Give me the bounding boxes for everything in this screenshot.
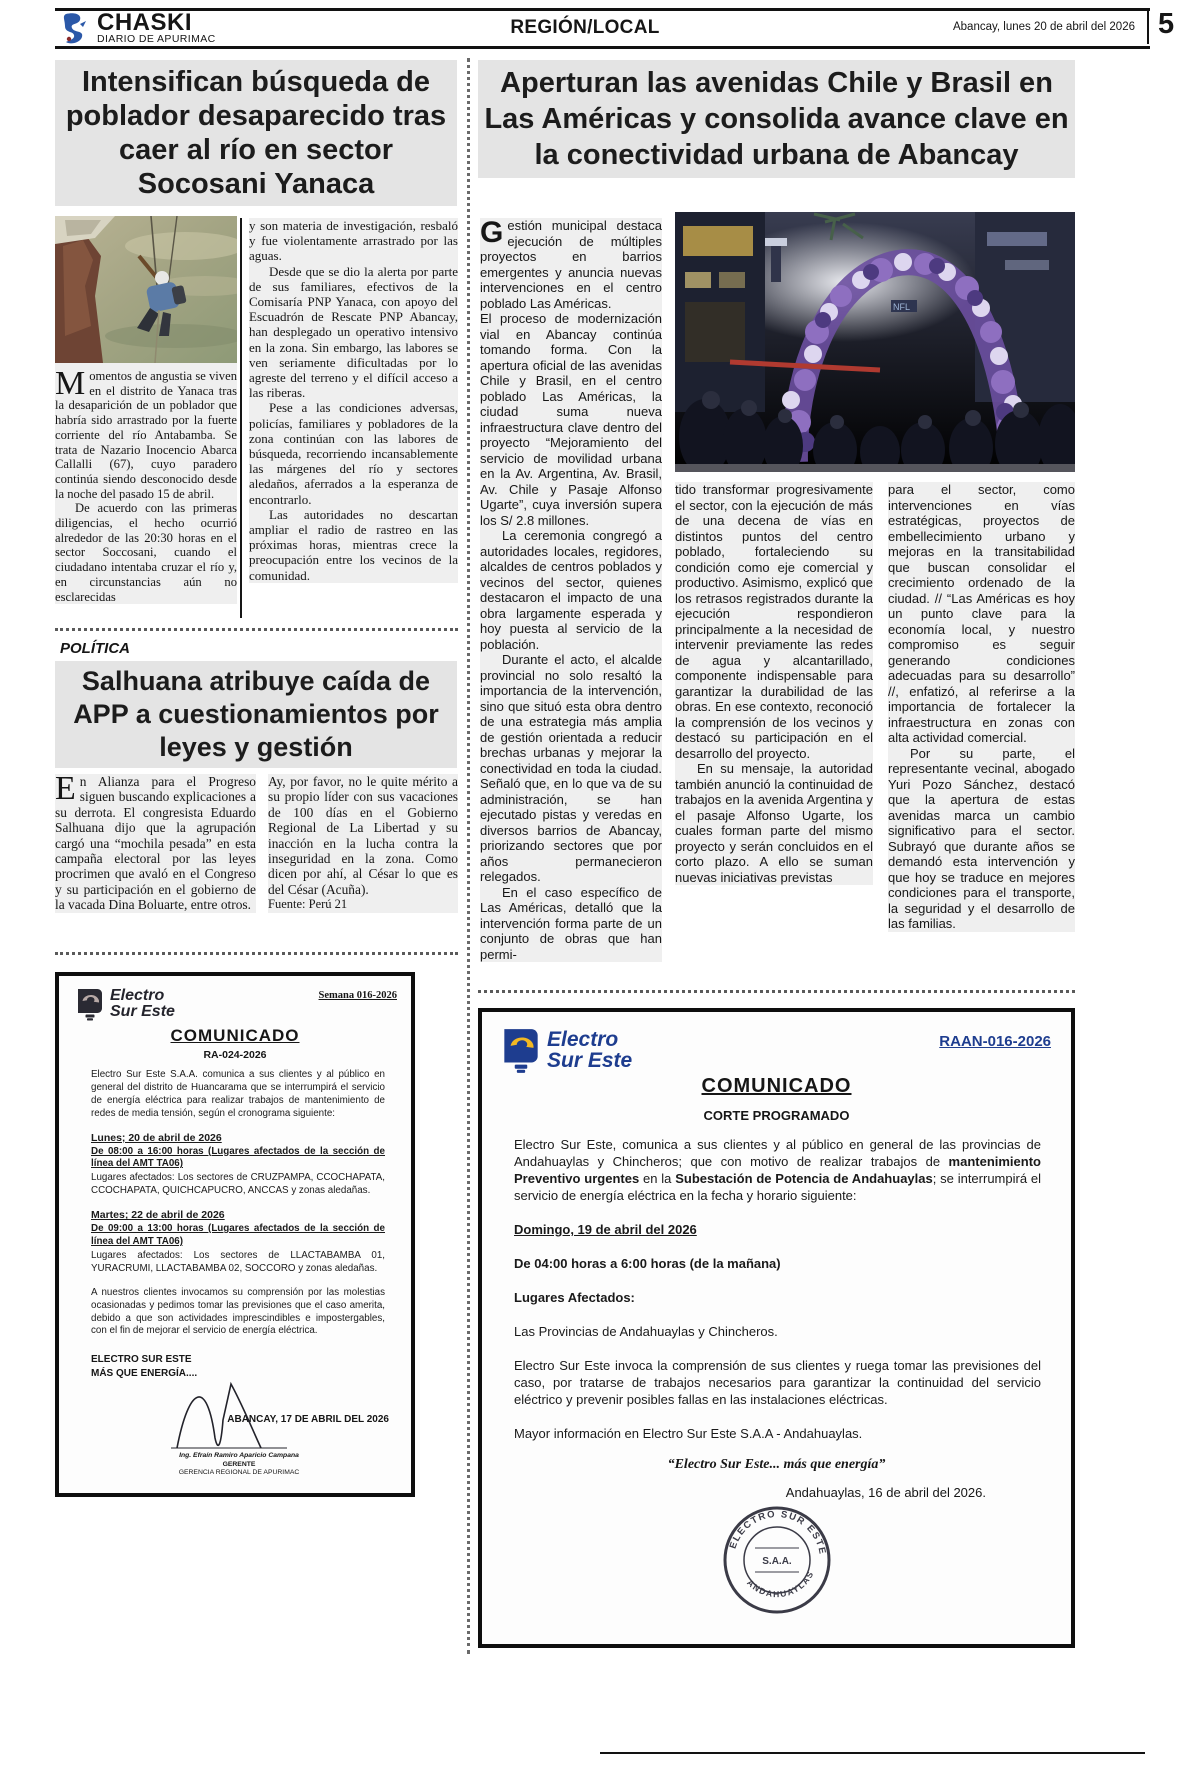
comunicado-week-ref: Semana 016-2026 — [318, 990, 397, 1001]
electro-sur-este-logo-icon: Electro Sur Este — [75, 986, 175, 1022]
paragraph: Momentos de angustia se viven en el distrito de Yanaca tras la desaparición de un poblador que habría sido arrastrado por la fuerte corriente del río Antabamba. Se trata de Nazario Inocencio Abarca Callalli (67), cuyo paradero continúa siendo desconocido desde la noche del pasado 15 de abril. — [55, 365, 237, 501]
comunicado-right-ref: RAAN-016-2026 — [939, 1033, 1051, 1050]
comunicado-right-subtitle: CORTE PROGRAMADO — [703, 1108, 850, 1123]
brand-tagline: DIARIO DE APURIMAC — [97, 33, 216, 45]
page-number: 5 — [1158, 8, 1175, 40]
comunicado-intro: Electro Sur Este, comunica a sus clientes y al público en general de las provincias de Andahuaylas y Chincheros; que con motivo de realizar trabajos de mantenimiento Preventivo urgentes en la Subestación de Potencia de Andahuaylas; se interrumpirá el servicio de energía eléctrica en la fecha y horario siguiente: — [514, 1137, 1041, 1203]
svg-text:S.A.A.: S.A.A. — [761, 1556, 792, 1567]
paragraph: tido transformar progresivamente el sector, con la ejecución de más de una decena de vías en distintos puntos del centro poblado, fortaleciendo su condición como eje comercial y productivo. Asimismo, explicó que los retrasos registrados durante la ejecución respondieron principalmente a la necesidad de intervenir previamente las redes de agua y alcantarillado, componente indispensable para garantizar la durabilidad de las obras. En ese contexto, reconoció la comprensión de los vecinos y destacó su participación en el desarrollo del proyecto. — [675, 482, 873, 761]
paragraph: Desde que se dio la alerta por parte de sus familiares, efectivos de la Comisaría PNP Yanaca, con apoyo del Escuadrón de Rescate PNP Abancay, han desplegado un operativo intensivo en la zona. Sin embargo, las labores se ven seriamente dificultadas por lo agreste del terreno y el difícil acceso a las riberas. — [249, 263, 458, 401]
comunicado-left-body — [91, 1069, 385, 1338]
center-column-divider — [467, 58, 470, 1654]
dropcap: M — [55, 365, 86, 402]
schedule-entry — [91, 1132, 385, 1199]
rescue-photo — [55, 216, 237, 363]
comunicado-right-title: COMUNICADO — [701, 1075, 852, 1097]
paragraph: Ay, por favor, no le quite mérito a su propio líder con sus vacaciones de 100 días en el Gobierno Regional de La Libertad y su inacción en la lucha contra la inseguridad en la zona. Como dicen por ahí, al César lo que es del César (Acuña). — [268, 774, 458, 897]
comunicado-intro: Electro Sur Este S.A.A. comunica a sus clientes y al público en general del distrito de Huancarama que se interrumpirá el servicio de energía eléctrica para realizar trabajos de mantenimiento de redes de media tensión, según el cronograma siguiente: — [91, 1069, 385, 1119]
paragraph: La ceremonia congregó a autoridades locales, regidores, alcaldes de centros poblados y vecinos del sector, quienes destacaron el impacto de una obra largamente esperada y hoy puesta al servicio de la población. — [480, 528, 662, 652]
street-opening-photo — [675, 212, 1075, 477]
paragraph: En su mensaje, la autoridad también anunció la continuidad de trabajos en la avenida Argentina y el pasaje Alfonso Ugarte, los cuales forman parte del mismo proyecto y serán concluidos en el corto plazo. A ello se suman nuevas iniciativas previstas — [675, 761, 873, 885]
politica-kicker: POLÍTICA — [60, 640, 130, 657]
header-divider — [1147, 10, 1149, 44]
paragraph: y son materia de investigación, resbaló y fue violentamente arrastrado por las aguas. — [249, 218, 458, 264]
cut-time: De 04:00 horas a 6:00 horas (de la mañana) — [514, 1256, 781, 1271]
article2-col3 — [888, 482, 1075, 932]
comunicado-closing: Electro Sur Este invoca la comprensión de sus clientes y ruega tomar las previsiones del caso, por tratarse de trabajos necesarios para garantizar la continuidad del servicio eléctrico y prevenir posibles fallas en las instalaciones eléctricas. — [514, 1358, 1041, 1407]
politica-col2 — [268, 774, 458, 913]
paragraph: En Alianza para el Progreso siguen buscando explicaciones a su derrota. El congresista Eduardo Salhuana dijo que la agrupación cargó una “mochila pesada” en esta campaña electoral por las leyes procrimen que avaló en el Congreso y su participación en el gobierno de la vacada Dina Boluarte, entre otros. — [55, 770, 256, 913]
header-date: Abancay, lunes 20 de abril del 2026 — [952, 21, 1135, 33]
divider-article2-comunicado — [478, 990, 1075, 993]
paragraph: Por su parte, el representante vecinal, abogado Yuri Pozo Sánchez, destacó que la apertura de estas avenidas marca un cambio significativo para el sector. Subrayó que durante años se demandó esta intervención y que hoy se traduce en mejores condiciones para el transporte, la seguridad y el desarrollo de las familias. — [888, 745, 1075, 931]
more-info: Mayor información en Electro Sur Este S.A.A - Andahuaylas. — [514, 1426, 863, 1441]
divider-article1-politica — [55, 628, 458, 631]
schedule-time: De 08:00 a 16:00 horas (Lugares afectados de la sección de línea del AMT TA06) — [91, 1145, 385, 1170]
comunicado-left-title: COMUNICADO — [170, 1026, 300, 1045]
svg-text:ELECTRO SUR ESTE: ELECTRO SUR ESTE — [727, 1508, 828, 1557]
paragraph: Durante el acto, el alcalde provincial no solo resaltó la importancia de la intervención, sino que situó esta obra dentro de una estrategia más amplia de gestión orientada a reducir brechas urbanas y mejorar la conectividad en toda la ciudad. Señaló que, en lo que va de su administración, se han ejecutado pistas y veredas en diversos barrios de Abancay, priorizando sectores que por años permanecieron relegados. — [480, 652, 662, 884]
schedule-entry — [91, 1209, 385, 1276]
signature-icon — [169, 1376, 299, 1456]
comunicado-signoff: ELECTRO SUR ESTE MÁS QUE ENERGÍA.... — [91, 1354, 198, 1379]
brand-name: CHASKI — [97, 9, 193, 36]
svg-text:ANDAHUAYLAS: ANDAHUAYLAS — [744, 1568, 816, 1600]
svg-text:NFL: NFL — [893, 302, 911, 312]
comunicado-right-header — [482, 1012, 1071, 1075]
paragraph: Pese a las condiciones adversas, policías, familiares y pobladores de la zona continúan con las labores de búsqueda, recorriendo incansablemente las márgenes del río y sectores aledaños, aferrados a la esperanza de encontrarlo. — [249, 400, 458, 507]
comunicado-right-box — [478, 1008, 1075, 1648]
article2-col2 — [675, 482, 873, 885]
source-credit: Fuente: Perú 21 — [268, 897, 348, 912]
article2-col1 — [480, 218, 662, 962]
divider-politica-comunicado — [55, 952, 458, 955]
footer-rule — [600, 1752, 1145, 1754]
paragraph: para el sector, como intervenciones en vías estratégicas, proyectos de embellecimiento urbano y mejoras en la transitabilidad que buscan consolidar el crecimiento ordenado de la ciudad. // “Las Américas es hoy un punto clave para la economía local, y nuestro compromiso es seguir generando condiciones adecuadas para su desarrollo” //, enfatizó, al referirse a la importancia de fortalecer la infraestructura en zonas con alta actividad comercial. — [888, 482, 1075, 745]
comunicado-right-date: Andahuaylas, 16 de abril del 2026. — [785, 1485, 986, 1500]
comunicado-left-header — [59, 976, 411, 1022]
comunicado-left-ref: RA-024-2026 — [203, 1049, 267, 1061]
signature-block — [59, 1382, 411, 1478]
schedule-time: De 09:00 a 13:00 horas (Lugares afectados de la sección de línea del AMT TA06) — [91, 1223, 385, 1247]
schedule-places: Lugares afectados: Los sectores de CRUZPAMPA, CCOCHAPATA, CCOCHAPATA, QUICHCAPUCRO, ANCCAS y zonas aledañas. — [91, 1172, 385, 1197]
politica-col1 — [55, 770, 256, 913]
header-top-rule — [55, 8, 1150, 11]
paragraph: De acuerdo con las primeras diligencias, el hecho ocurrió alrededor de las 20:30 horas en el sector Soccosani, cuando el ciudadano intentaba cruzar el río y, en circunstancias aún no esclarecidas — [55, 501, 237, 604]
cut-date: Domingo, 19 de abril del 2026 — [514, 1222, 697, 1237]
schedule-places: Lugares afectados: Los sectores de LLACTABAMBA 01, YURACRUMI, LLACTABAMBA 02, SOCCORO y zonas aledañas. — [91, 1249, 385, 1274]
paragraph: En el caso específico de Las Américas, detalló que la intervención forma parte de un conjunto de obras que han permi- — [480, 884, 662, 962]
places-value: Las Provincias de Andahuaylas y Chincheros. — [514, 1324, 778, 1339]
section-title: REGIÓN/LOCAL — [510, 17, 660, 38]
chaski-logo-icon — [60, 12, 92, 46]
article2-headline: Aperturan las avenidas Chile y Brasil en Las Américas y consolida avance clave en la conectividad urbana de Abancay — [478, 60, 1075, 178]
schedule-day: Martes; 22 de abril de 2026 — [91, 1209, 225, 1222]
article1-headline: Intensifican búsqueda de poblador desaparecido tras caer al río en sector Socosani Yanaca — [55, 60, 457, 206]
stamp-icon — [482, 1504, 1071, 1621]
comunicado-closing: A nuestros clientes invocamos su comprensión por las molestias ocasionadas y pedimos tomar las previsiones que el caso amerita, debido a que son actividades imprescindibles e impostergables, con el fin de mejorar el servicio de energía eléctrica. — [91, 1286, 385, 1337]
paragraph: Gestión municipal destaca ejecución de múltiples proyectos en barrios emergentes y anuncia nuevas intervenciones en el centro poblado Las Américas. — [480, 216, 662, 311]
dropcap: E — [55, 770, 76, 807]
places-label: Lugares Afectados: — [514, 1290, 635, 1305]
article1-col2 — [249, 218, 458, 583]
header-bottom-rule — [55, 46, 1150, 49]
comunicado-left-box — [55, 972, 415, 1497]
paragraph: Las autoridades no descartan ampliar el radio de rastreo en las próximas horas, mientras crece la preocupación entre los vecinos de la comunidad. — [249, 506, 458, 583]
politica-headline: Salhuana atribuye caída de APP a cuestionamientos por leyes y gestión — [55, 661, 457, 768]
article1-col1 — [55, 216, 237, 604]
company-slogan: “Electro Sur Este... más que energía” — [667, 1457, 886, 1472]
paragraph: El proceso de modernización vial en Abancay continúa tomando forma. Con la apertura oficial de las avenidas Chile y Brasil, en el centro poblado Las Américas, la ciudad suma nueva infraestructura clave dentro del proyecto “Mejoramiento del servicio de movilidad urbana en la Av. Argentina, Av. Brasil, Av. Chile y Pasaje Alfonso Ugarte”, cuya inversión supera los S/ 2.8 millones. — [480, 311, 662, 528]
schedule-day: Lunes; 20 de abril de 2026 — [91, 1131, 222, 1144]
comunicado-left-date: ABANCAY, 17 DE ABRIL DEL 2026 — [227, 1414, 389, 1426]
comunicado-right-body — [514, 1136, 1041, 1442]
signature-caption: Ing. Efraín Ramiro Aparicio Campana GERENTE GERENCIA REGIONAL DE APURIMAC — [178, 1452, 300, 1477]
article1-column-rule — [240, 218, 242, 618]
electro-sur-este-logo-icon: Electro Sur Este — [500, 1025, 632, 1075]
article1-col1-text — [55, 363, 237, 604]
dropcap: G — [480, 216, 504, 249]
